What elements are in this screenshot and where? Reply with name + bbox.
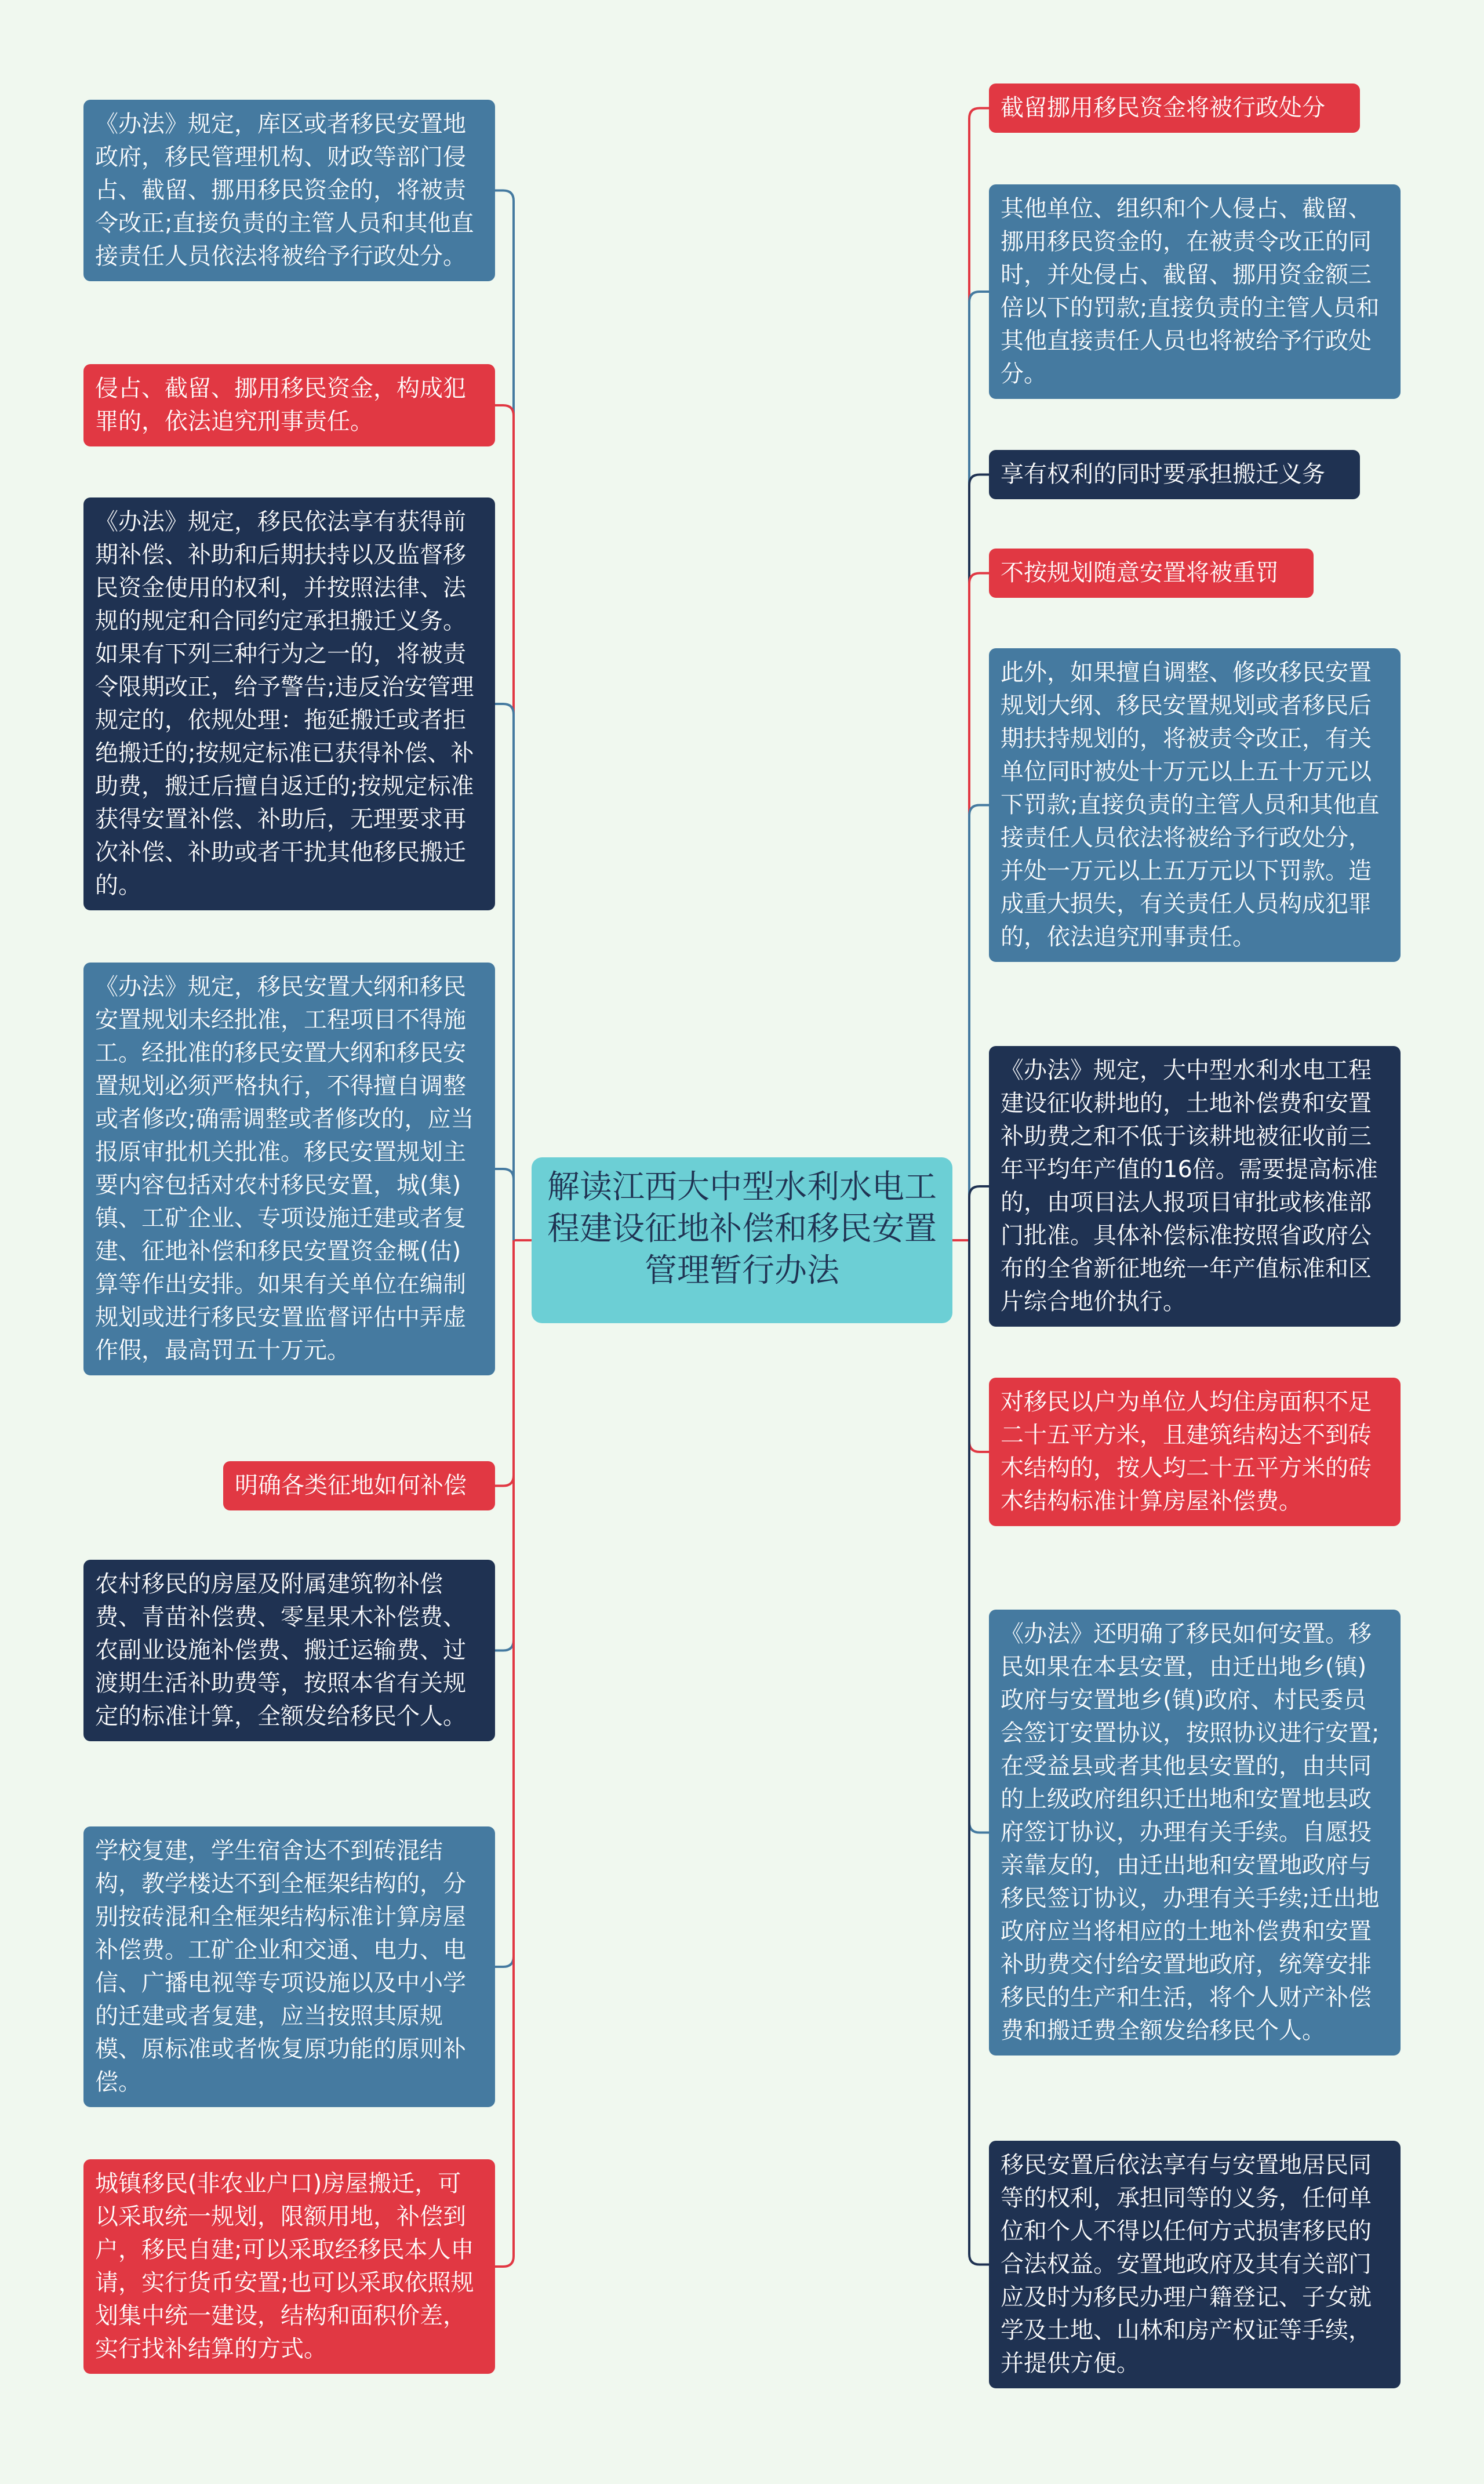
branch-line-l3	[495, 1169, 514, 1240]
branch-line-r6	[969, 1240, 989, 1452]
right-node-housing-area-standard[interactable]: 对移民以户为单位人均住房面积不足二十五平方米，且建筑结构达不到砖木结构的，按人均二十五平方米的砖木结构标准计算房屋补偿费。	[989, 1378, 1401, 1526]
right-node-farmland-compensation[interactable]: 《办法》规定，大中型水利水电工程建设征收耕地的，土地补偿费和安置补助费之和不低于该耕地被征收前三年平均年产值的16倍。需要提高标准的，由项目法人报项目审批或核准部门批准。具体补偿标准按照省政府公布的全省新征地统一年产值标准和区片综合地价执行。	[989, 1046, 1401, 1327]
branch-line-l7	[495, 1240, 514, 2267]
branch-line-l1	[495, 405, 514, 1240]
left-node-embezzlement-admin-penalty[interactable]: 《办法》规定，库区或者移民安置地政府，移民管理机构、财政等部门侵占、截留、挪用移民资金的，将被责令改正;直接负责的主管人员和其他直接责任人员依法将被给予行政处分。	[83, 100, 495, 281]
branch-line-r7	[969, 1240, 989, 1833]
right-node-equal-rights[interactable]: 移民安置后依法享有与安置地居民同等的权利，承担同等的义务，任何单位和个人不得以任何方式损害移民的合法权益。安置地政府及其有关部门应及时为移民办理户籍登记、子女就学及土地、山林和房产权证等手续，并提供方便。	[989, 2141, 1401, 2388]
right-node-other-units-penalty[interactable]: 其他单位、组织和个人侵占、截留、挪用移民资金的，在被责令改正的同时，并处侵占、截留、挪用资金额三倍以下的罚款;直接负责的主管人员和其他直接责任人员也将被给予行政处分。	[989, 184, 1401, 399]
branch-line-l4	[495, 1240, 514, 1486]
branch-line-r5	[969, 1186, 989, 1240]
branch-line-r0	[969, 108, 989, 1241]
left-node-migrant-rights-obligations[interactable]: 《办法》规定，移民依法享有获得前期补偿、补助和后期扶持以及监督移民资金使用的权利，并按照法律、法规的规定和合同约定承担搬迁义务。如果有下列三种行为之一的，将被责令限期改正，给予警告;违反治安管理规定的，依规处理：拖延搬迁或者拒绝搬迁的;按规定标准已获得补偿、补助费，搬迁后擅自返迁的;按规定标准获得安置补偿、补助后，无理要求再次补偿、补助或者干扰其他移民搬迁的。	[83, 497, 495, 910]
branch-line-r1	[969, 292, 989, 1240]
branch-line-r8	[969, 1240, 989, 2265]
branch-line-l5	[495, 1240, 514, 1651]
right-node-resettlement-method[interactable]: 《办法》还明确了移民如何安置。移民如果在本县安置，由迁出地乡(镇)政府与安置地乡(镇)政府、村民委员会签订安置协议，按照协议进行安置;在受益县或者其他县安置的，由共同的上级政府组织迁出地和安置地县政府签订协议，办理有关手续。自愿投亲靠友的，由迁出地和安置地政府与移民签订协议，办理有关手续;迁出地政府应当将相应的土地补偿费和安置补助费交付给安置地政府，统筹安排移民的生产和生活，将个人财产补偿费和搬迁费全额发给移民个人。	[989, 1610, 1401, 2056]
branch-line-l6	[495, 1240, 514, 1967]
central-topic[interactable]: 解读江西大中型水利水电工程建设征地补偿和移民安置管理暂行办法	[532, 1157, 952, 1323]
branch-line-r4	[969, 805, 989, 1241]
right-node-rights-obligations-heading[interactable]: 享有权利的同时要承担搬迁义务	[989, 450, 1360, 499]
branch-line-r2	[969, 475, 989, 1241]
right-node-plan-modification-penalty[interactable]: 此外，如果擅自调整、修改移民安置规划大纲、移民安置规划或者移民后期扶持规划的，将被责令改正，有关单位同时被处十万元以上五十万元以下罚款;直接负责的主管人员和其他直接责任人员依法将被给予行政处分，并处一万元以上五万元以下罚款。造成重大损失，有关责任人员构成犯罪的，依法追究刑事责任。	[989, 648, 1401, 962]
branch-line-r3	[969, 573, 989, 1241]
left-node-school-facility-rebuild[interactable]: 学校复建，学生宿舍达不到砖混结构，教学楼达不到全框架结构的，分别按砖混和全框架结构标准计算房屋补偿费。工矿企业和交通、电力、电信、广播电视等专项设施以及中小学的迁建或者复建，应当按照其原规模、原标准或者恢复原功能的原则补偿。	[83, 1826, 495, 2107]
left-node-compensation-heading[interactable]: 明确各类征地如何补偿	[223, 1461, 495, 1510]
branch-line-l0	[495, 191, 514, 1241]
right-node-unplanned-resettlement-heading[interactable]: 不按规划随意安置将被重罚	[989, 549, 1314, 598]
left-node-resettlement-plan-approval[interactable]: 《办法》规定，移民安置大纲和移民安置规划未经批准，工程项目不得施工。经批准的移民安置大纲和移民安置规划必须严格执行，不得擅自调整或者修改;确需调整或者修改的，应当报原审批机关批准。移民安置规划主要内容包括对农村移民安置，城(集)镇、工矿企业、专项设施迁建或者复建、征地补偿和移民安置资金概(估)算等作出安排。如果有关单位在编制规划或进行移民安置监督评估中弄虚作假，最高罚五十万元。	[83, 963, 495, 1375]
right-node-embezzlement-heading[interactable]: 截留挪用移民资金将被行政处分	[989, 83, 1360, 133]
left-node-urban-housing-relocation[interactable]: 城镇移民(非农业户口)房屋搬迁，可以采取统一规划，限额用地，补偿到户，移民自建;可以采取经移民本人申请，实行货币安置;也可以采取依照规划集中统一建设，结构和面积价差，实行找补结算的方式。	[83, 2159, 495, 2374]
left-node-rural-housing-compensation[interactable]: 农村移民的房屋及附属建筑物补偿费、青苗补偿费、零星果木补偿费、农副业设施补偿费、搬迁运输费、过渡期生活补助费等，按照本省有关规定的标准计算，全额发给移民个人。	[83, 1560, 495, 1741]
left-node-criminal-liability[interactable]: 侵占、截留、挪用移民资金，构成犯罪的，依法追究刑事责任。	[83, 364, 495, 446]
branch-line-l2	[495, 704, 514, 1240]
